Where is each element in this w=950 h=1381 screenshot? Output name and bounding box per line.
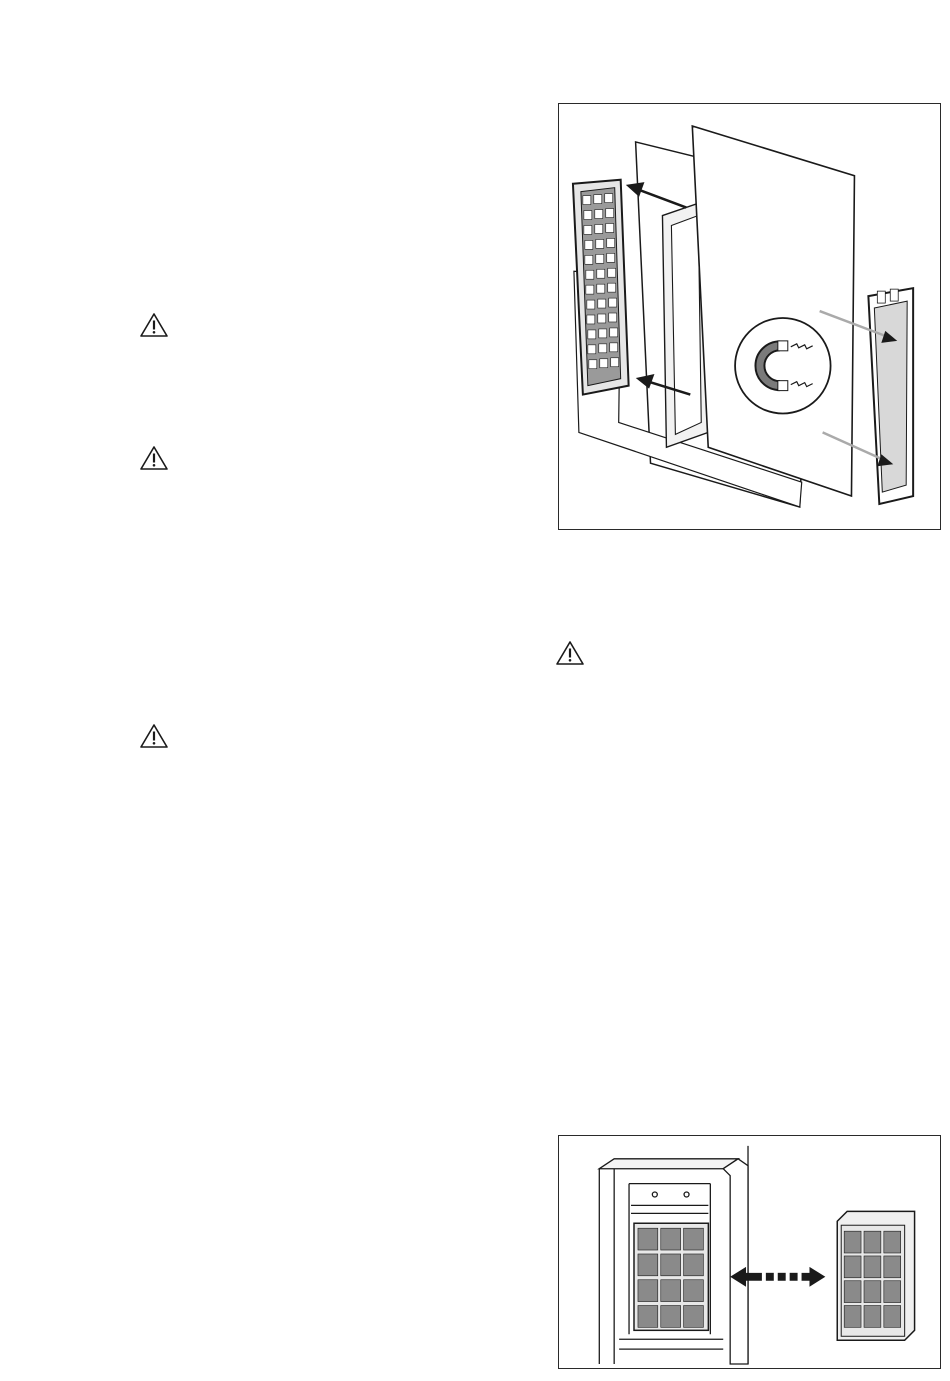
double-arrow [730, 1267, 825, 1287]
warning-icon [139, 723, 169, 749]
grease-filter-removal-illustration [558, 103, 941, 530]
warning-icon [139, 445, 169, 471]
warning-icon [555, 640, 585, 666]
right-grease-filter [868, 288, 913, 504]
left-grease-filter [573, 180, 629, 395]
charcoal-filter-replacement-illustration [558, 1135, 941, 1369]
charcoal-filter-loose [837, 1211, 914, 1340]
magnet-icon [735, 318, 830, 413]
charcoal-filter-installed [634, 1223, 708, 1330]
warning-icon [139, 312, 169, 338]
